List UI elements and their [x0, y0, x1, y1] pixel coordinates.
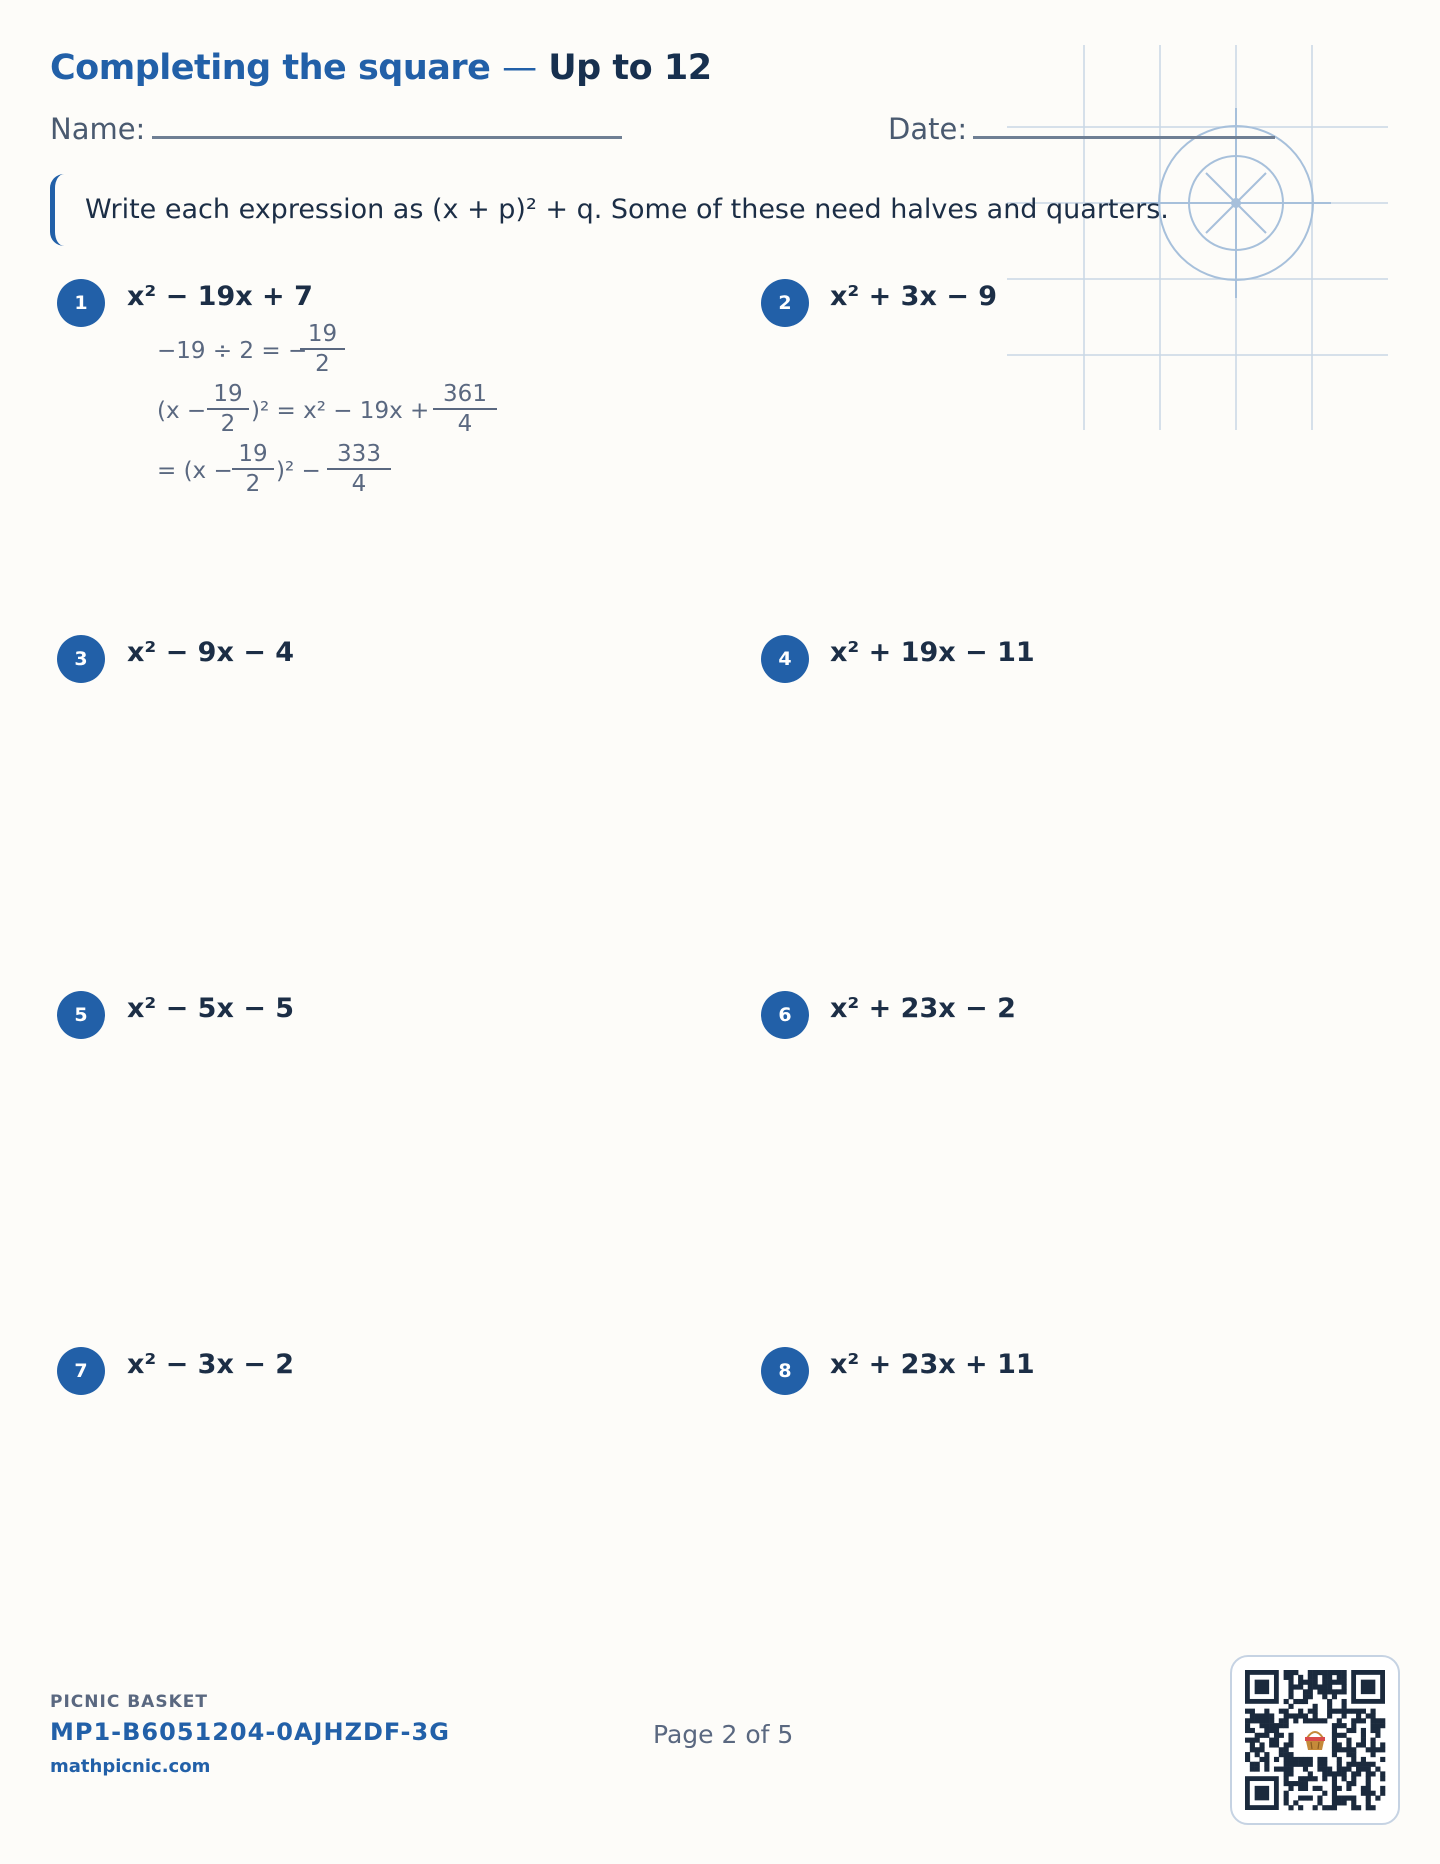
problem-number-badge: 6 — [761, 991, 809, 1039]
picnic-basket-icon — [1299, 1724, 1331, 1756]
problem-expression: x² + 3x − 9 — [830, 281, 998, 312]
problem-number-badge: 7 — [57, 1347, 105, 1395]
title-separator: — — [502, 48, 537, 88]
fraction-denominator: 4 — [351, 471, 367, 497]
fraction — [232, 440, 274, 498]
problem-number-badge: 4 — [761, 635, 809, 683]
work-text: −19 ÷ 2 = − — [157, 338, 308, 364]
problem-number-badge: 3 — [57, 635, 105, 683]
fraction-denominator: 4 — [457, 411, 473, 437]
name-label: Name: — [50, 112, 146, 146]
problem-number-badge: 1 — [57, 279, 105, 327]
work-text: = (x − — [157, 458, 233, 484]
problem-number-badge: 8 — [761, 1347, 809, 1395]
problem-expression: x² + 23x − 2 — [830, 993, 1016, 1024]
work-text: )² − — [276, 458, 321, 484]
problem-expression: x² − 3x − 2 — [127, 1349, 295, 1380]
qr-code-pattern — [1232, 1657, 1398, 1823]
fraction — [207, 380, 249, 438]
name-field-line[interactable] — [152, 136, 622, 139]
fraction — [300, 320, 345, 378]
fraction — [327, 440, 391, 498]
instruction-box — [50, 174, 1169, 246]
title-topic: Completing the square — [50, 48, 491, 88]
fraction-numerator: 333 — [327, 440, 391, 470]
problem-expression: x² − 5x − 5 — [127, 993, 295, 1024]
work-text: (x − — [157, 398, 207, 424]
title-level: Up to 12 — [548, 48, 712, 88]
footer-brand: PICNIC BASKET — [50, 1692, 208, 1712]
work-text: )² = x² − 19x + — [251, 398, 430, 424]
fraction-numerator: 19 — [232, 440, 274, 470]
problem-number-badge: 5 — [57, 991, 105, 1039]
fraction-numerator: 361 — [433, 380, 497, 410]
footer-site-link[interactable]: mathpicnic.com — [50, 1756, 211, 1777]
problem-expression: x² + 23x + 11 — [830, 1349, 1035, 1380]
problem-expression: x² + 19x − 11 — [830, 637, 1035, 668]
fraction-numerator: 19 — [300, 320, 345, 350]
fraction — [433, 380, 497, 438]
instruction-text: Write each expression as (x + p)² + q. Some of these need halves and quarters. — [85, 194, 1169, 225]
page-title — [50, 48, 712, 88]
problem-expression: x² − 9x − 4 — [127, 637, 295, 668]
problem-expression: x² − 19x + 7 — [127, 281, 313, 312]
page-number: Page 2 of 5 — [653, 1720, 794, 1749]
date-label: Date: — [888, 112, 968, 146]
worksheet-code: MP1-B6051204-0AJHZDF-3G — [50, 1718, 450, 1746]
fraction-numerator: 19 — [207, 380, 249, 410]
fraction-denominator: 2 — [315, 351, 330, 377]
fraction-denominator: 2 — [245, 471, 261, 497]
qr-code[interactable] — [1230, 1655, 1400, 1825]
date-field-line[interactable] — [973, 136, 1275, 139]
problem-number-badge: 2 — [761, 279, 809, 327]
fraction-denominator: 2 — [220, 411, 236, 437]
